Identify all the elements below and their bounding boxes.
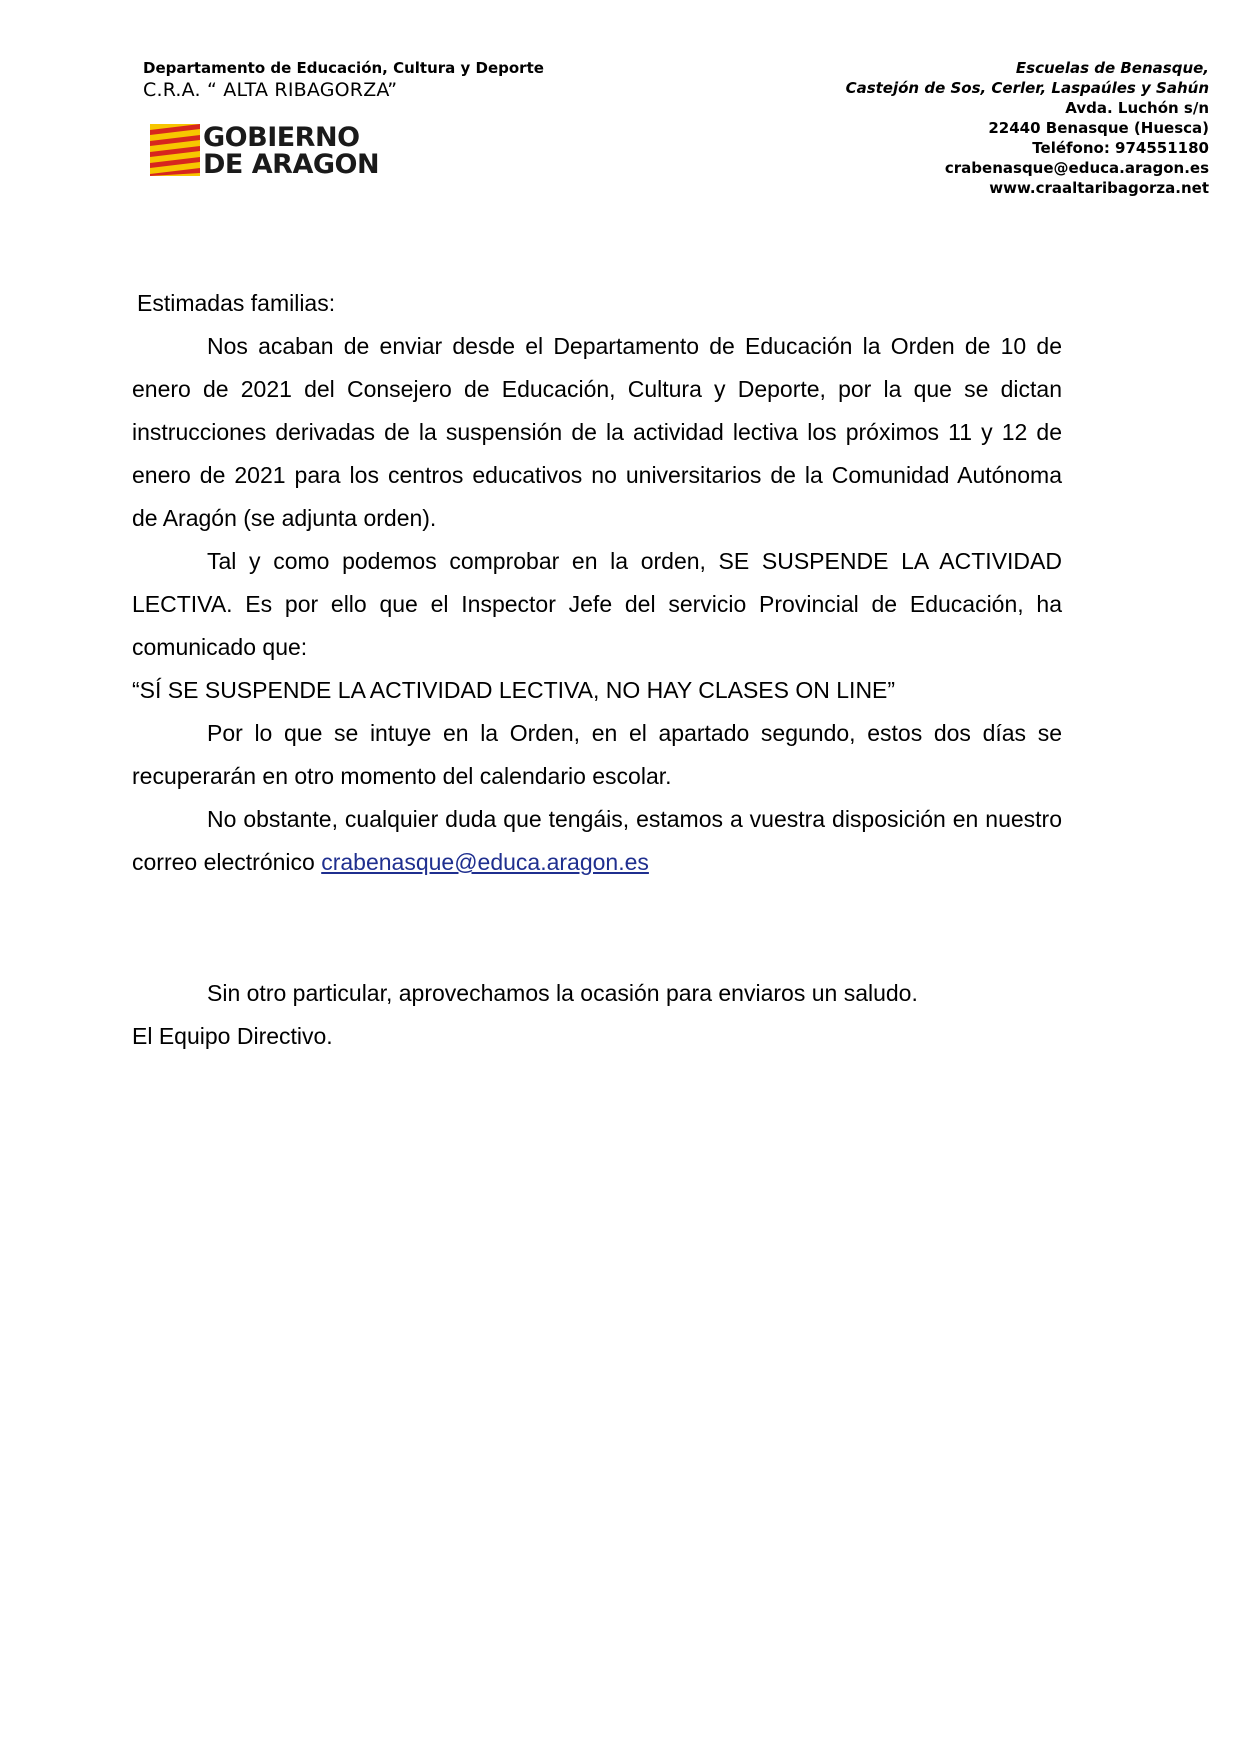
paragraph-1: Nos acaban de enviar desde el Departamento de Educación la Orden de 10 de enero de 2021 del Consejero de Educación, Cultura y Deporte, por la que se dictan instrucciones derivadas de la suspensión de la actividad lectiva los próximos 11 y 12 de enero de 2021 para los centros educativos no universitarios de la Comunidad Autónoma de Aragón (se adjunta orden).	[132, 333, 1062, 531]
address: Avda. Luchón s/n	[1065, 99, 1209, 117]
schools-line-2: Castejón de Sos, Cerler, Laspaúles y Sahún	[845, 79, 1209, 97]
department-name: Departamento de Educación, Cultura y Deporte	[143, 59, 544, 77]
logo-line-1: GOBIERNO	[203, 122, 360, 153]
spacer	[132, 884, 1062, 972]
quote: “SÍ SE SUSPENDE LA ACTIVIDAD LECTIVA, NO HAY CLASES ON LINE”	[132, 677, 896, 703]
website: www.craaltaribagorza.net	[989, 179, 1209, 197]
signature: El Equipo Directivo.	[132, 1023, 333, 1049]
gobierno-aragon-logo	[150, 124, 380, 180]
logo-line-2: DE ARAGON	[203, 149, 380, 180]
email: crabenasque@educa.aragon.es	[944, 159, 1209, 177]
phone: Teléfono: 974551180	[1032, 139, 1209, 157]
letter-body	[132, 282, 1062, 1058]
aragon-flag-icon	[150, 124, 200, 176]
header-left	[143, 58, 663, 102]
logo-text	[203, 124, 379, 178]
paragraph-4	[132, 798, 1062, 884]
paragraph-4-text: No obstante, cualquier duda que tengáis, estamos a vuestra disposición en nuestro correo electrónico	[132, 806, 1062, 875]
header-right	[649, 58, 1209, 198]
paragraph-2: Tal y como podemos comprobar en la orden, SE SUSPENDE LA ACTIVIDAD LECTIVA. Es por ello que el Inspector Jefe del servicio Provincial de Educación, ha comunicado que:	[132, 548, 1062, 660]
email-link[interactable]: crabenasque@educa.aragon.es	[321, 849, 649, 875]
school-name: C.R.A. “ ALTA RIBAGORZA”	[143, 79, 398, 101]
greeting: Estimadas familias:	[137, 290, 336, 316]
paragraph-3: Por lo que se intuye en la Orden, en el apartado segundo, estos dos días se recuperarán en otro momento del calendario escolar.	[132, 720, 1062, 789]
city: 22440 Benasque (Huesca)	[988, 119, 1209, 137]
closing: Sin otro particular, aprovechamos la ocasión para enviaros un saludo.	[207, 980, 918, 1006]
schools-line-1: Escuelas de Benasque,	[1015, 59, 1209, 77]
